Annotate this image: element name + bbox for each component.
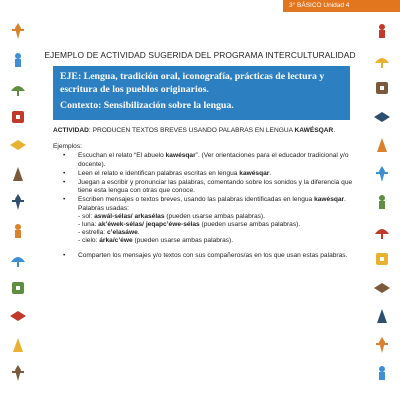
keyword: ak’éwek-sélas/ jeqapc’éwe-sélas xyxy=(98,221,200,229)
indigenous-motif-icon xyxy=(373,250,391,268)
indigenous-motif-icon xyxy=(9,51,27,69)
right-decorative-border xyxy=(370,22,396,394)
indigenous-motif-icon xyxy=(373,51,391,69)
keyword: árka/c’éwe xyxy=(99,237,133,245)
word-luna xyxy=(78,221,353,229)
indigenous-motif-icon xyxy=(9,165,27,183)
list-item xyxy=(53,179,353,195)
context-text: Contexto: Sensibilización sobre la lengua. xyxy=(60,100,234,111)
examples-list xyxy=(53,152,353,259)
list-item xyxy=(53,170,353,178)
activity-content xyxy=(53,127,353,260)
item-text: Escriben mensajes o textos breves, usando las palabras identificadas en lengua xyxy=(78,196,315,204)
word-sol xyxy=(78,213,353,221)
word-prefix: - estrella: xyxy=(78,229,107,237)
word-prefix: - sol: xyxy=(78,212,95,220)
indigenous-motif-icon xyxy=(9,336,27,354)
indigenous-motif-icon xyxy=(373,22,391,40)
word-suffix: . xyxy=(137,229,140,237)
indigenous-motif-icon xyxy=(9,22,27,40)
keyword: kawésqar xyxy=(314,196,345,204)
indigenous-motif-icon xyxy=(9,279,27,297)
indigenous-motif-icon xyxy=(9,193,27,211)
indigenous-motif-icon xyxy=(373,165,391,183)
indigenous-motif-icon xyxy=(373,136,391,154)
word-prefix: - cielo: xyxy=(78,237,100,245)
examples-label: Ejemplos: xyxy=(53,143,82,151)
word-cielo xyxy=(78,237,353,245)
item-text: Comparten los mensajes y/o textos con sus compañeros/as en los que usan estas palabras. xyxy=(78,251,348,259)
indigenous-motif-icon xyxy=(373,193,391,211)
activity-text: : PRODUCEN TEXTOS BREVES USANDO PALABRAS EN LENGUA xyxy=(88,127,295,134)
word-suffix: (pueden usarse ambas palabras). xyxy=(132,237,234,245)
keyword: kawésqar xyxy=(239,169,270,177)
axis-context-banner xyxy=(53,66,350,120)
word-suffix: (pueden usarse ambas palabras). xyxy=(164,212,265,220)
activity-lang: KAWÉSQAR xyxy=(294,127,334,134)
activity-line xyxy=(53,127,353,135)
list-item xyxy=(53,196,353,245)
item-text: Leen el relato e identifican palabras escritas en lengua xyxy=(78,169,240,177)
item-text: Juegan a escribir y pronunciar las palabras, comentando sobre los sonidos y la diferencia que tiene esta lengua con otras que conoce. xyxy=(78,179,353,195)
item-text: ”. (Ver orientaciones para el educador tradicional y/o docente). xyxy=(78,152,349,168)
axis-text: EJE: Lengua, tradición oral, iconografía, prácticas de lectura y escritura de los pueblos originarios. xyxy=(60,71,325,95)
indigenous-motif-icon xyxy=(373,336,391,354)
word-estrella xyxy=(78,229,353,237)
grade-unit-tag: 3° BÁSICO Unidad 4 xyxy=(283,0,400,12)
page-title: EJEMPLO DE ACTIVIDAD SUGERIDA DEL PROGRAMA INTERCULTURALIDAD xyxy=(44,50,356,60)
word-prefix: - luna: xyxy=(78,221,99,229)
list-item xyxy=(53,252,353,260)
indigenous-motif-icon xyxy=(373,108,391,126)
indigenous-motif-icon xyxy=(9,307,27,325)
indigenous-motif-icon xyxy=(373,279,391,297)
indigenous-motif-icon xyxy=(9,136,27,154)
indigenous-motif-icon xyxy=(373,307,391,325)
indigenous-motif-icon xyxy=(9,222,27,240)
indigenous-motif-icon xyxy=(373,364,391,382)
indigenous-motif-icon xyxy=(373,79,391,97)
indigenous-motif-icon xyxy=(9,79,27,97)
item-text: Escuchan el relato “El abuelo xyxy=(78,152,166,160)
item-text: . xyxy=(269,169,272,177)
list-item xyxy=(53,152,353,168)
used-words-label: Palabras usadas: xyxy=(78,204,129,212)
keyword: kawésqar xyxy=(165,152,196,160)
activity-end: . xyxy=(333,127,336,134)
indigenous-motif-icon xyxy=(9,250,27,268)
indigenous-motif-icon xyxy=(9,364,27,382)
left-decorative-border xyxy=(6,22,32,394)
activity-label: ACTIVIDAD xyxy=(53,127,89,134)
keyword: c’elasáwe xyxy=(106,229,138,237)
indigenous-motif-icon xyxy=(9,108,27,126)
item-text: . xyxy=(344,196,346,204)
word-suffix: (pueden usarse ambas palabras). xyxy=(199,221,301,229)
indigenous-motif-icon xyxy=(373,222,391,240)
keyword: aswál-sélas/ arkasélas xyxy=(94,212,165,220)
